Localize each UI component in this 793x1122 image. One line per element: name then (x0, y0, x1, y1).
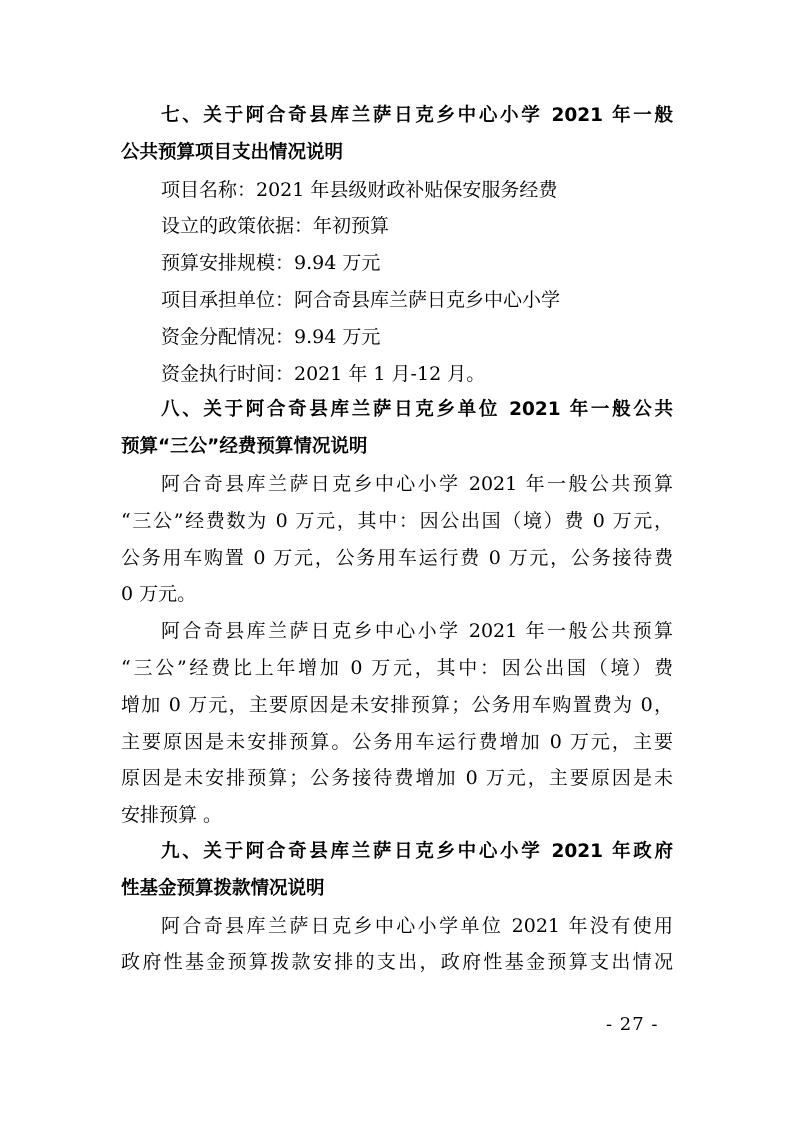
section9-p1-line2: 政府性基金预算拨款安排的支出，政府性基金预算支出情况 (121, 951, 673, 974)
section9-heading-line2: 性基金预算拨款情况说明 (121, 877, 325, 899)
page-content (121, 98, 673, 981)
section9-p1-line1: 阿合奇县库兰萨日克乡中心小学单位 2021 年没有使用 (161, 914, 673, 937)
section8-p2-line3: 增加 0 万元，主要原因是未安排预算；公务用车购置费为 0， (121, 693, 673, 716)
page-number: - 27 - (606, 1014, 659, 1035)
section8-p1-line4: 0 万元。 (121, 583, 197, 606)
project-name: 项目名称：2021 年县级财政补贴保安服务经费 (161, 178, 558, 201)
section8-heading-line2: 预算“三公”经费预算情况说明 (121, 436, 368, 458)
section8-p1-line1: 阿合奇县库兰萨日克乡中心小学 2021 年一般公共预算 (161, 472, 673, 495)
policy-basis: 设立的政策依据：年初预算 (161, 215, 390, 238)
section8-p2-line1: 阿合奇县库兰萨日克乡中心小学 2021 年一般公共预算 (161, 620, 673, 643)
section8-p1-line2: “三公”经费数为 0 万元，其中：因公出国（境）费 0 万元， (121, 509, 673, 532)
section8-heading-line1: 八、关于阿合奇县库兰萨日克乡单位 2021 年一般公共 (161, 399, 673, 421)
section8-p2-line5: 原因是未安排预算；公务接待费增加 0 万元，主要原因是未 (121, 767, 673, 790)
budget-scale: 预算安排规模：9.94 万元 (161, 252, 381, 275)
section8-p2-line4: 主要原因是未安排预算。公务用车运行费增加 0 万元，主要 (121, 730, 673, 753)
section7-heading-line2: 公共预算项目支出情况说明 (121, 141, 344, 163)
fund-allocation: 资金分配情况：9.94 万元 (161, 325, 381, 348)
execution-time: 资金执行时间：2021 年 1 月-12 月。 (161, 362, 486, 385)
section7-heading-line1: 七、关于阿合奇县库兰萨日克乡中心小学 2021 年一般 (161, 105, 673, 126)
section9-heading-line1: 九、关于阿合奇县库兰萨日克乡中心小学 2021 年政府 (161, 840, 673, 862)
undertaking-unit: 项目承担单位：阿合奇县库兰萨日克乡中心小学 (161, 288, 561, 311)
section8-p2-line6: 安排预算 。 (121, 804, 223, 827)
section8-p2-line2: “三公”经费比上年增加 0 万元，其中：因公出国（境）费 (121, 656, 673, 679)
section8-p1-line3: 公务用车购置 0 万元，公务用车运行费 0 万元，公务接待费 (121, 546, 673, 569)
